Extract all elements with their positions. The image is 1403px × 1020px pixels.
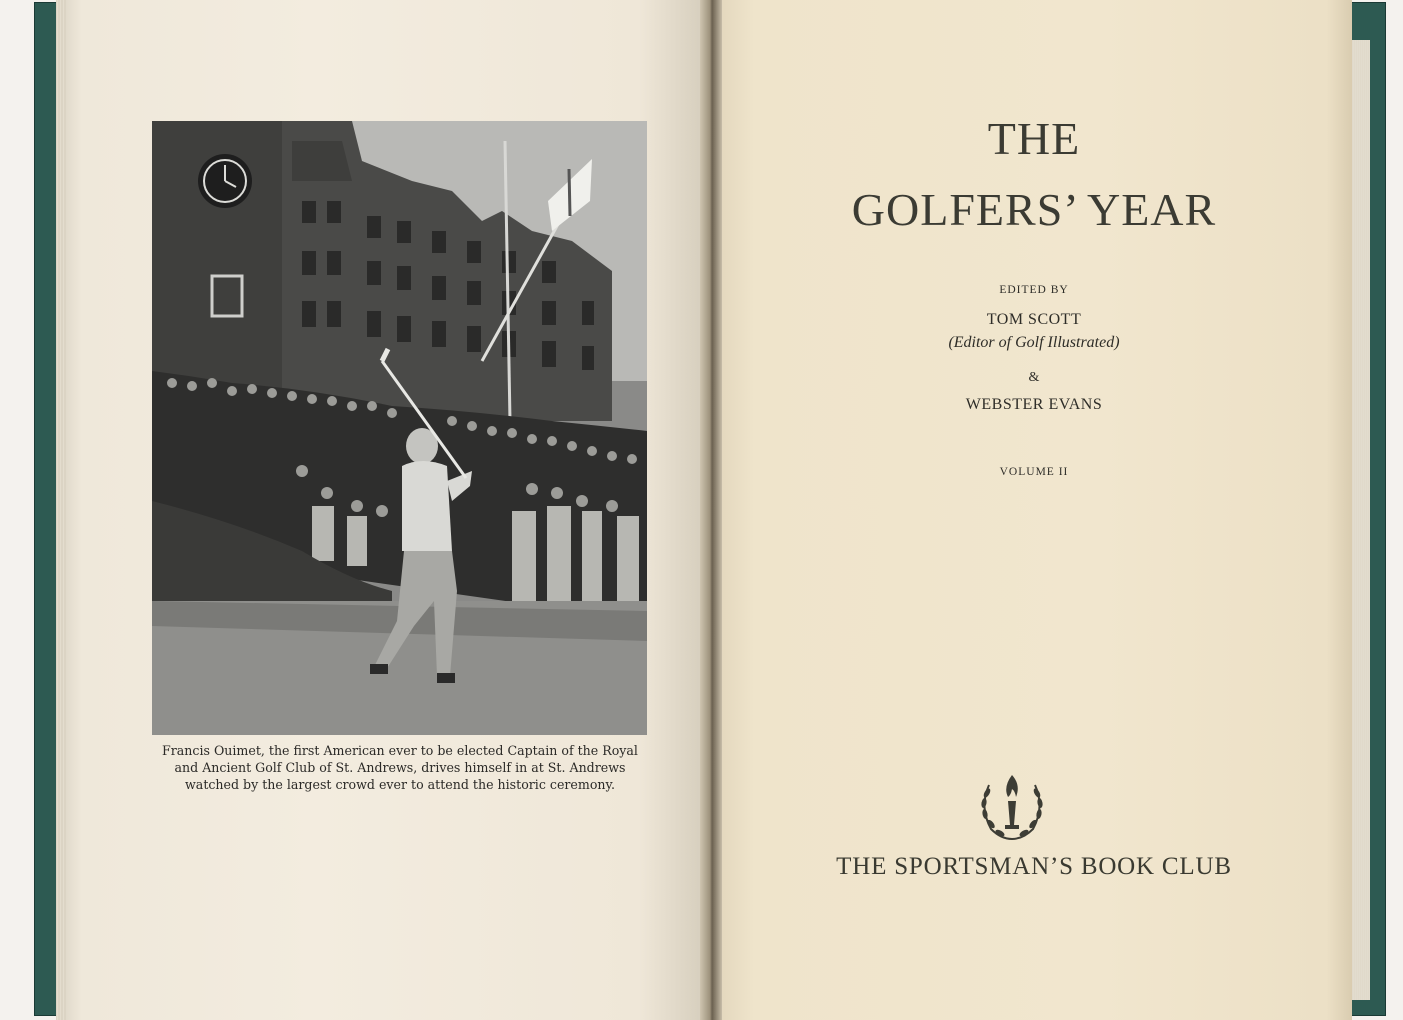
- page-stack: [1352, 40, 1370, 1000]
- editor-webster-evans: WEBSTER EVANS: [965, 396, 1103, 413]
- edited-by-label: EDITED BY: [999, 284, 1069, 296]
- page-edge: [56, 0, 66, 1020]
- book-title-line-1: THE: [987, 113, 1081, 164]
- photo-caption: Francis Ouimet, the first American ever to be elected Captain of the Royal and Ancient Golf Club of St. Andrews, drives himself in at St. Andrews watched by the largest crowd ever to attend the historic ceremony.: [162, 743, 638, 792]
- torch-wreath-icon: [975, 773, 1049, 843]
- editor-tom-scott: TOM SCOTT: [986, 311, 1082, 328]
- book-title-line-2: GOLFERS’ YEAR: [851, 184, 1217, 235]
- ampersand: &: [1028, 370, 1040, 385]
- volume-label: VOLUME II: [999, 466, 1069, 478]
- editor-note: (Editor of Golf Illustrated): [948, 334, 1120, 351]
- publisher-name: THE SPORTSMAN’S BOOK CLUB: [836, 853, 1232, 880]
- frontispiece-photo: [152, 121, 647, 735]
